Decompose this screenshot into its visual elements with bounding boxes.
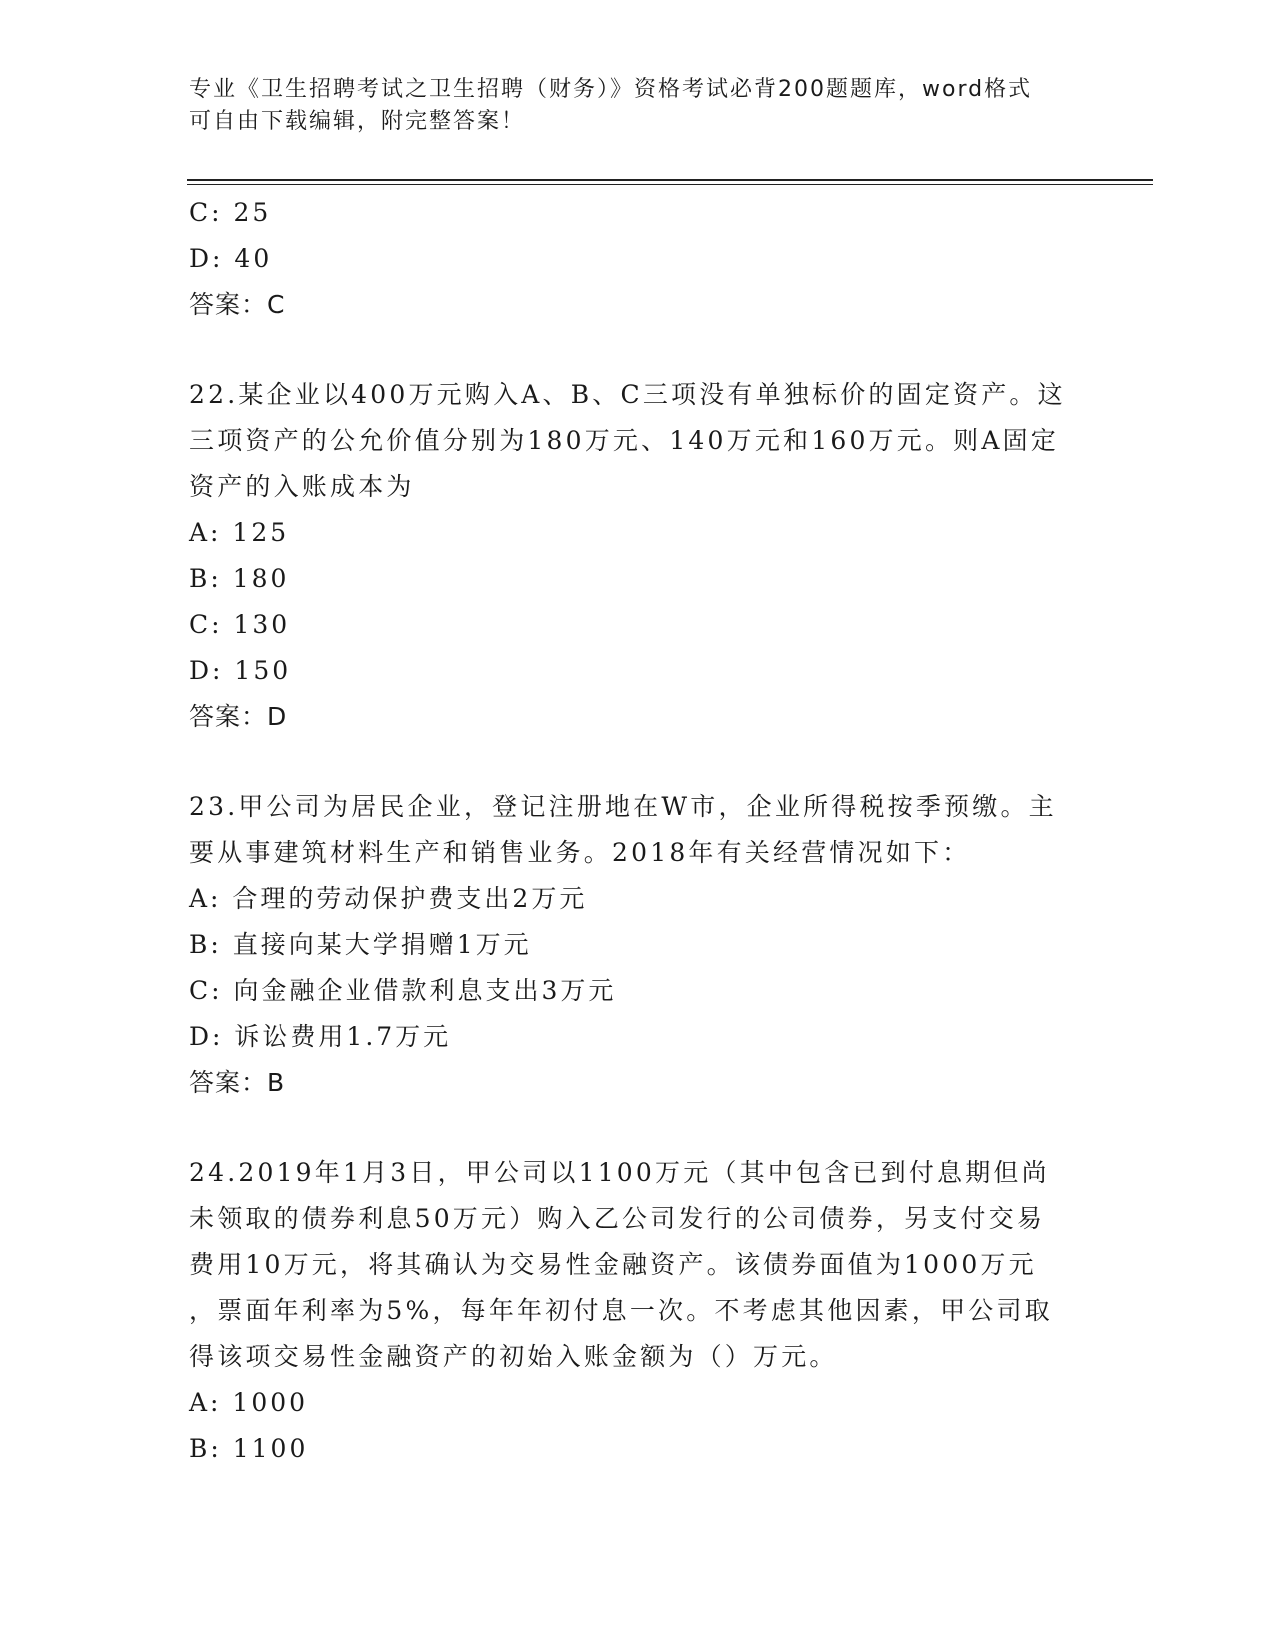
header-title-line-1: 专业《卫生招聘考试之卫生招聘（财务）》资格考试必背200题题库，word格式 [189,77,1033,102]
question-text-line: 要从事建筑材料生产和销售业务。2018年有关经营情况如下： [189,838,971,867]
option-a: A: 1000 [189,1388,309,1417]
answer-line: 答案：C [189,290,286,319]
question-text-line: ，票面年利率为5%，每年年初付息一次。不考虑其他因素，甲公司取 [189,1296,1053,1325]
question-text-line: 三项资产的公允价值分别为180万元、140万元和160万元。则A固定 [189,426,1060,455]
question-21-tail [189,190,1089,328]
question-text-line: 得该项交易性金融资产的初始入账金额为（）万元。 [189,1342,838,1371]
option-a: A: 合理的劳动保护费支出2万元 [189,884,588,913]
option-b: B: 1100 [189,1434,309,1463]
question-text [189,1150,1089,1380]
question-24 [189,1150,1089,1472]
question-23 [189,784,1089,1106]
question-text-line: 23.甲公司为居民企业，登记注册地在W市，企业所得税按季预缴。主 [189,792,1057,821]
option-a: A: 125 [189,518,290,547]
question-text [189,372,1089,510]
header-title-line-2: 可自由下载编辑，附完整答案！ [189,109,526,134]
answer-line: 答案：B [189,1068,286,1097]
option-b: B: 直接向某大学捐赠1万元 [189,930,532,959]
option-c: C: 130 [189,610,291,639]
answer-line: 答案：D [189,702,288,731]
option-b: B: 180 [189,564,290,593]
question-22 [189,372,1089,740]
question-spacer [189,328,1089,372]
question-text-line: 24.2019年1月3日，甲公司以1100万元（其中包含已到付息期但尚 [189,1158,1050,1187]
document-header [189,74,1069,138]
question-text-line: 资产的入账成本为 [189,472,415,501]
option-d: D: 40 [189,244,273,273]
option-c: C: 向金融企业借款利息支出3万元 [189,976,617,1005]
header-divider [187,179,1153,185]
document-body [189,190,1089,1472]
option-d: D: 诉讼费用1.7万元 [189,1022,452,1051]
question-text-line: 未领取的债券利息50万元）购入乙公司发行的公司债券，另支付交易 [189,1204,1046,1233]
question-text-line: 费用10万元，将其确认为交易性金融资产。该债券面值为1000万元 [189,1250,1037,1279]
question-spacer [189,740,1089,784]
question-text-line: 22.某企业以400万元购入A、B、C三项没有单独标价的固定资产。这 [189,380,1066,409]
option-c: C: 25 [189,198,272,227]
question-spacer [189,1106,1089,1150]
question-text [189,784,1089,876]
option-d: D: 150 [189,656,292,685]
